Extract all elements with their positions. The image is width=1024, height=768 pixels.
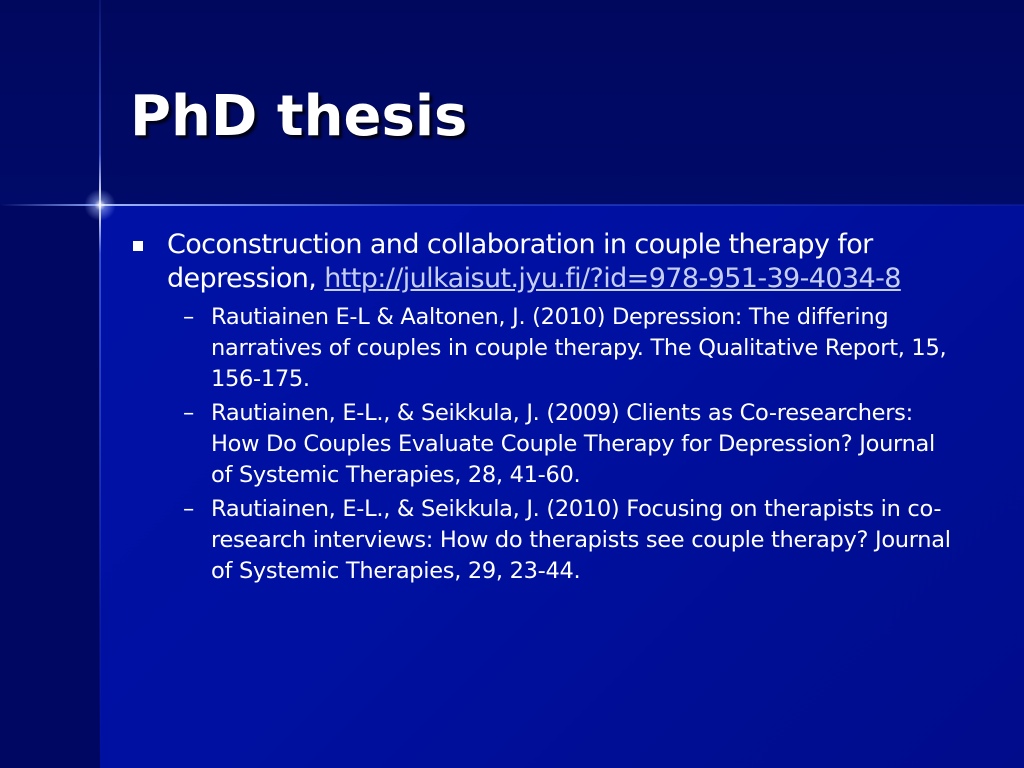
horizontal-accent-line (0, 204, 1024, 206)
dash-bullet: – (183, 400, 194, 426)
dash-bullet: – (183, 496, 194, 522)
thesis-link[interactable]: http://julkaisut.jyu.fi/?id=978-951-39-4034-8 (324, 263, 901, 294)
dash-bullet: – (183, 304, 194, 330)
slide-body (130, 228, 960, 587)
sub-point-text: Rautiainen, E-L., & Seikkula, J. (2010) Focusing on therapists in co-research interviews: How do therapists see couple therapy? Journal of Systemic Therapies, 29, 23-44. (211, 496, 951, 584)
sub-point-text: Rautiainen, E-L., & Seikkula, J. (2009) Clients as Co-researchers: How Do Couples Evaluate Couple Therapy for Depression? Journal of Systemic Therapies, 28, 41-60. (211, 400, 935, 488)
sub-bullet-point (130, 302, 961, 395)
main-bullet-point (130, 228, 960, 296)
slide-title: PhD thesis (130, 84, 468, 149)
main-point-text: Coconstruction and collaboration in couple therapy for depression, (167, 229, 873, 294)
square-bullet-icon (133, 241, 143, 251)
sub-bullet-point (130, 398, 961, 491)
sparkle-icon (84, 189, 116, 221)
vertical-accent-line (99, 0, 101, 768)
sub-bullet-point (130, 494, 961, 587)
sub-point-text: Rautiainen E-L & Aaltonen, J. (2010) Depression: The differing narratives of couples in couple therapy. The Qualitative Report, 15, 156-175. (211, 304, 947, 392)
